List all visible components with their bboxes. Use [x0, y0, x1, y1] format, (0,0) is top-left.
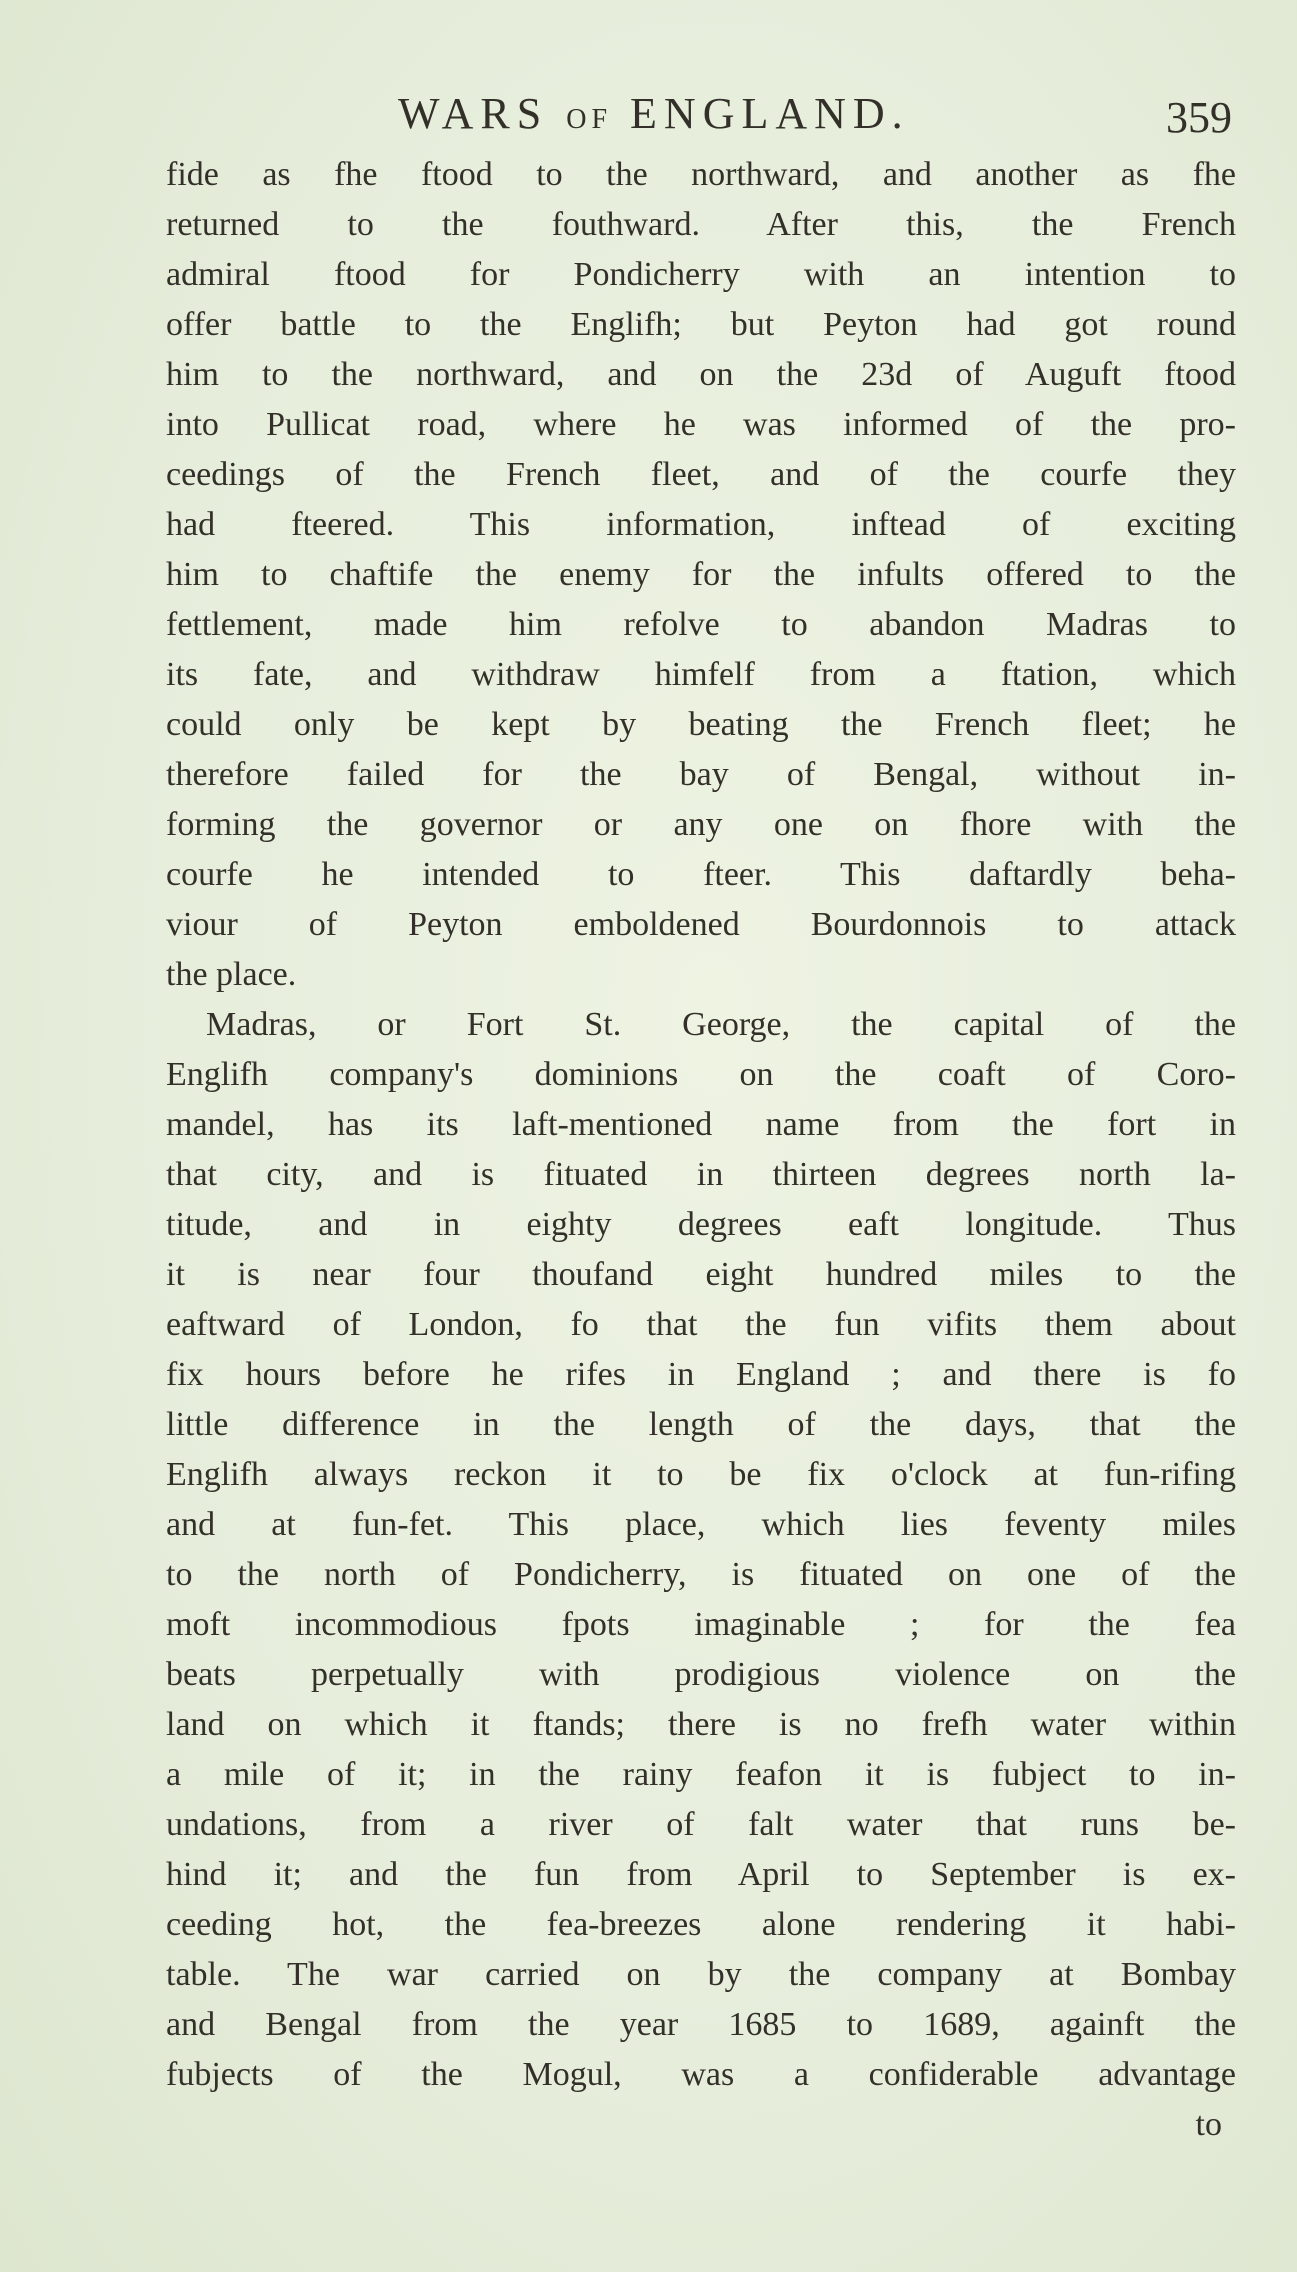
text-line: hind it; and the fun from April to September is ex-: [166, 1856, 1236, 1893]
text-line: table. The war carried on by the company at Bombay: [166, 1956, 1236, 1993]
running-title-wars: WARS: [398, 89, 549, 138]
text-line: beats perpetually with prodigious violence on the: [166, 1656, 1236, 1693]
text-line: Englifh company's dominions on the coaft of Coro-: [166, 1056, 1236, 1093]
text-line: had fteered. This information, inftead of exciting: [166, 506, 1236, 543]
text-line: him to the northward, and on the 23d of Auguft ftood: [166, 356, 1236, 393]
text-line: mandel, has its laft-mentioned name from the fort in: [166, 1106, 1236, 1143]
text-line: to the north of Pondicherry, is fituated on one of the: [166, 1556, 1236, 1593]
text-line: land on which it ftands; there is no frefh water within: [166, 1706, 1236, 1743]
text-line: offer battle to the Englifh; but Peyton had got round: [166, 306, 1236, 343]
text-line: Englifh always reckon it to be fix o'clock at fun-rifing: [166, 1456, 1236, 1493]
body-text: [166, 150, 1236, 2150]
text-line: its fate, and withdraw himfelf from a ftation, which: [166, 656, 1236, 693]
text-line: eaftward of London, fo that the fun vifits them about: [166, 1306, 1236, 1343]
text-line: admiral ftood for Pondicherry with an intention to: [166, 256, 1236, 293]
text-line: that city, and is fituated in thirteen degrees north la-: [166, 1156, 1236, 1193]
text-line: undations, from a river of falt water that runs be-: [166, 1806, 1236, 1843]
text-line: viour of Peyton emboldened Bourdonnois to attack: [166, 906, 1236, 943]
text-line: could only be kept by beating the French fleet; he: [166, 706, 1236, 743]
page-number: 359: [1166, 93, 1232, 142]
text-line: fubjects of the Mogul, was a confiderable advantage: [166, 2056, 1236, 2093]
text-line: fettlement, made him refolve to abandon Madras to: [166, 606, 1236, 643]
text-line: the place.: [166, 956, 297, 993]
text-line: forming the governor or any one on fhore with the: [166, 806, 1236, 843]
catchword: to: [1195, 2106, 1222, 2143]
running-title-of: OF: [566, 104, 613, 135]
text-line: returned to the fouthward. After this, the French: [166, 206, 1236, 243]
text-line: ceedings of the French fleet, and of the courfe they: [166, 456, 1236, 493]
text-line: ceeding hot, the fea-breezes alone rendering it habi-: [166, 1906, 1236, 1943]
text-line: into Pullicat road, where he was informed of the pro-: [166, 406, 1236, 443]
text-line: little difference in the length of the days, that the: [166, 1406, 1236, 1443]
text-line: fix hours before he rifes in England ; and there is fo: [166, 1356, 1236, 1393]
text-line: courfe he intended to fteer. This daftardly beha-: [166, 856, 1236, 893]
running-title: [398, 88, 910, 139]
paragraph-start-line: Madras, or Fort St. George, the capital of the: [206, 1006, 1236, 1043]
text-line: fide as fhe ftood to the northward, and another as fhe: [166, 156, 1236, 193]
text-line: and Bengal from the year 1685 to 1689, againft the: [166, 2006, 1236, 2043]
page-header: [398, 88, 1238, 148]
text-line: him to chaftife the enemy for the infults offered to the: [166, 556, 1236, 593]
text-line: a mile of it; in the rainy feafon it is fubject to in-: [166, 1756, 1236, 1793]
text-line: it is near four thoufand eight hundred miles to the: [166, 1256, 1236, 1293]
text-line: moft incommodious fpots imaginable ; for the fea: [166, 1606, 1236, 1643]
running-title-england: ENGLAND.: [630, 89, 910, 138]
text-line: titude, and in eighty degrees eaft longitude. Thus: [166, 1206, 1236, 1243]
text-line: and at fun-fet. This place, which lies feventy miles: [166, 1506, 1236, 1543]
text-line: therefore failed for the bay of Bengal, without in-: [166, 756, 1236, 793]
